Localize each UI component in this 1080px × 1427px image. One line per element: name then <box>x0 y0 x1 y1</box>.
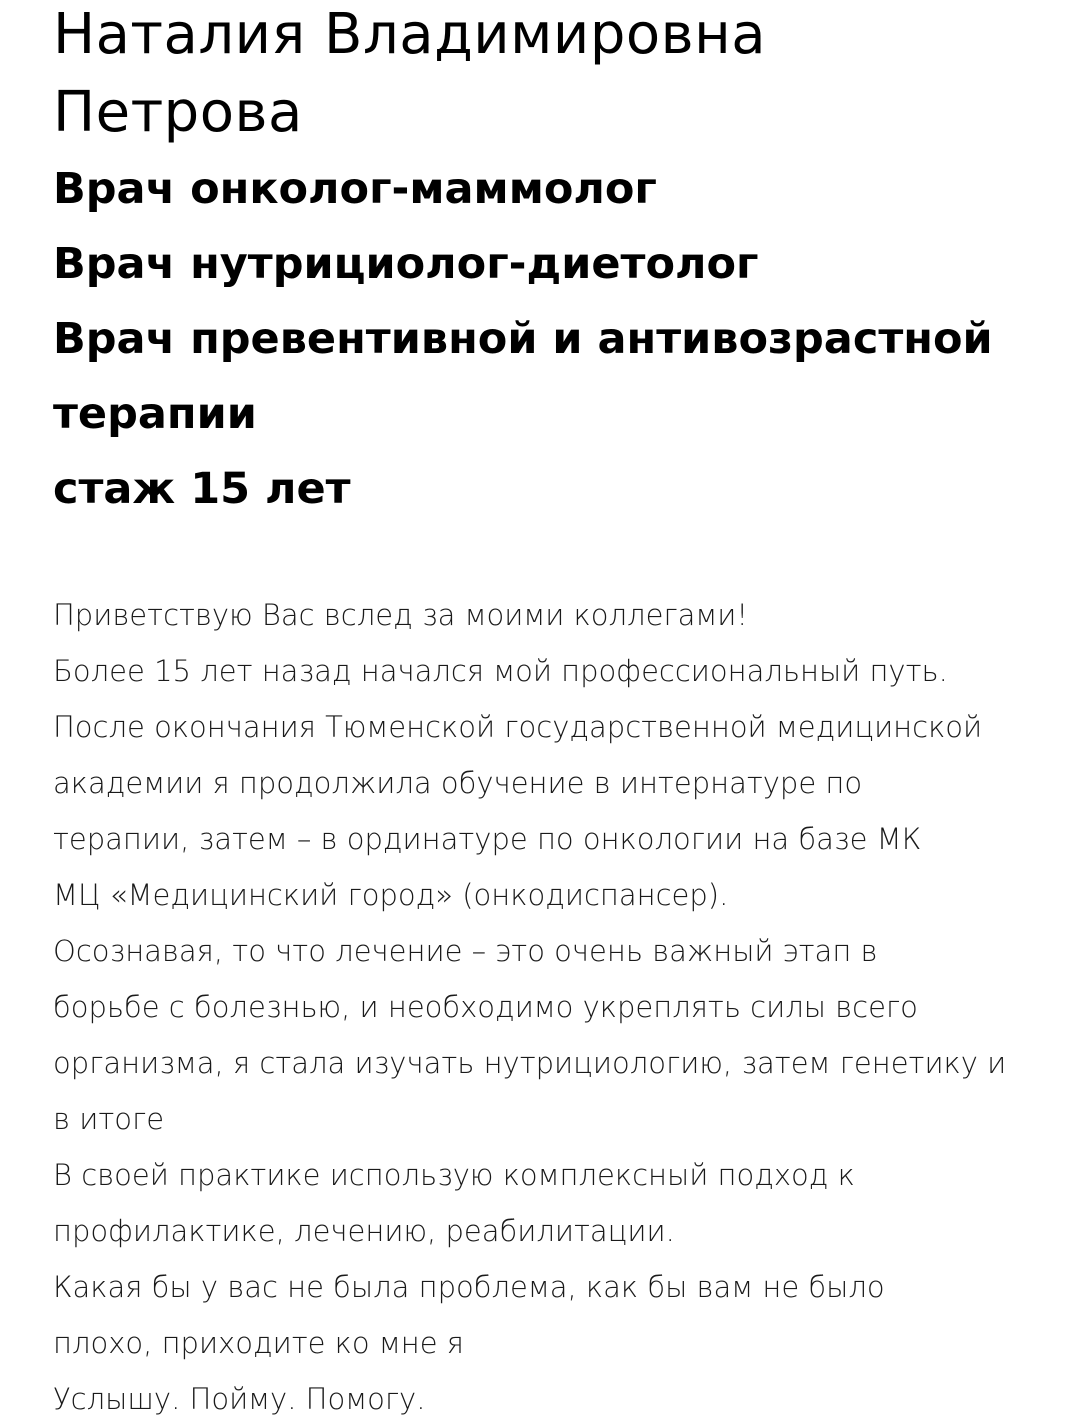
bio-line: терапии, затем – в ординатуре по онкологии на базе МК <box>53 822 922 856</box>
role-nutritionist-dietitian: Врач нутрициолог-диетолог <box>53 239 759 289</box>
doctor-name-line-2: Петрова <box>53 80 303 145</box>
bio-line: Приветствую Вас вслед за моими коллегами! <box>53 598 749 632</box>
bio-line: Более 15 лет назад начался мой профессиональный путь. <box>53 654 948 688</box>
bio-line: академии я продолжила обучение в интернатуре по <box>53 766 863 800</box>
role-oncologist-mammologist: Врач онколог-маммолог <box>53 164 657 214</box>
bio-line: организма, я стала изучать нутрициологию, затем генетику и <box>53 1046 1007 1080</box>
bio-closing-line: Услышу. Пойму. Помогу. <box>53 1382 426 1416</box>
role-preventive-antiaging: Врач превентивной и антивозрастной <box>53 314 993 364</box>
bio-line: в итоге <box>53 1102 165 1136</box>
experience-label: стаж 15 лет <box>53 464 351 514</box>
bio-line: После окончания Тюменской государственной медицинской <box>53 710 983 744</box>
doctor-name-line-1: Наталия Владимировна <box>53 2 767 67</box>
bio-line: борьбе с болезнью, и необходимо укреплять силы всего <box>53 990 918 1024</box>
bio-line: МЦ «Медицинский город» (онкодиспансер). <box>53 878 729 912</box>
bio-line: плохо, приходите ко мне я <box>53 1326 464 1360</box>
bio-line: профилактике, лечению, реабилитации. <box>53 1214 675 1248</box>
role-preventive-antiaging-cont: терапии <box>53 389 257 439</box>
doctor-profile <box>53 0 1063 1427</box>
bio-line: Какая бы у вас не была проблема, как бы вам не было <box>53 1270 885 1304</box>
doctor-header <box>53 0 1063 527</box>
doctor-bio <box>53 587 1063 1427</box>
bio-line: Осознавая, то что лечение – это очень важный этап в <box>53 934 878 968</box>
bio-line: В своей практике использую комплексный подход к <box>53 1158 855 1192</box>
